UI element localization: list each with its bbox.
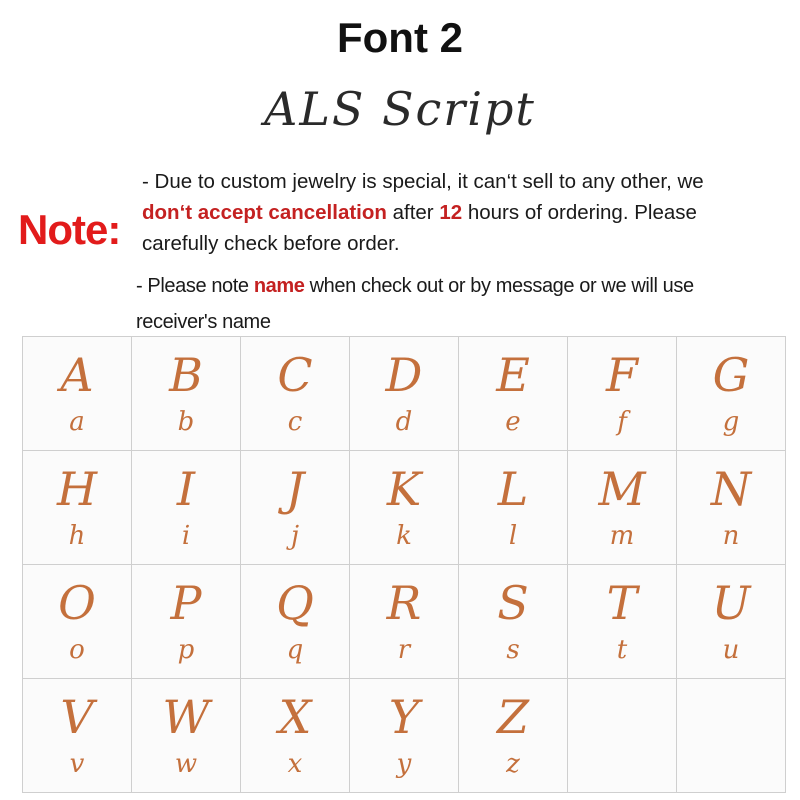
letter-cell [677,337,786,451]
lowercase-letter: m [609,521,635,551]
letter-cell [459,565,568,679]
lowercase-letter: l [508,521,518,551]
letter-cell [350,451,459,565]
lowercase-letter: a [69,407,85,437]
lowercase-letter: q [286,635,304,665]
name-note-line-1 [136,268,786,304]
lowercase-letter: r [397,635,411,665]
lowercase-letter: n [722,521,740,551]
font-name-sample: ALS Script [264,82,536,136]
uppercase-letter: C [277,348,313,402]
lowercase-letter: w [174,749,198,779]
letter-cell [132,565,241,679]
letter-cell [677,451,786,565]
letter-cell [459,337,568,451]
lowercase-letter: x [287,749,303,779]
lowercase-letter: k [396,521,412,551]
letter-cell [241,565,350,679]
letter-grid [22,336,786,793]
lowercase-letter: j [290,521,300,551]
note-line-1: - Due to custom jewelry is special, it can‘t sell to any other, we [142,170,704,193]
letter-cell [459,451,568,565]
uppercase-letter: F [606,348,638,402]
lowercase-letter: i [181,521,191,551]
uppercase-letter: H [56,462,98,516]
letter-cell [241,679,350,793]
name-note-line-2: receiver's name [136,311,271,333]
uppercase-letter: G [712,348,750,402]
lowercase-letter: u [722,635,740,665]
letter-cell [241,451,350,565]
letter-cell [677,679,786,793]
lowercase-letter: c [287,407,303,437]
name-highlight: name [253,275,305,297]
note-line-3: carefully check before order. [142,232,400,255]
lowercase-letter: e [505,407,521,437]
uppercase-letter: P [170,576,202,630]
note-label: Note: [18,206,121,253]
uppercase-letter: A [60,348,94,402]
letter-cell [350,565,459,679]
uppercase-letter: D [385,348,423,402]
uppercase-letter: J [285,462,305,516]
lowercase-letter: o [69,635,85,665]
uppercase-letter: U [711,576,751,630]
lowercase-letter: v [69,749,85,779]
letter-cell [132,337,241,451]
lowercase-letter: d [395,407,413,437]
uppercase-letter: W [162,690,210,744]
uppercase-letter: K [386,462,422,516]
letter-cell [568,565,677,679]
letter-cell [132,451,241,565]
note-line-2-text-a: after [386,201,440,224]
letter-cell [23,679,132,793]
letter-cell [568,451,677,565]
lowercase-letter: z [506,749,520,779]
lowercase-letter: y [396,749,412,779]
letter-cell [23,337,132,451]
note-line-2 [142,197,782,228]
lowercase-letter: p [177,635,195,665]
uppercase-letter: Y [388,690,420,744]
page-title: Font 2 [337,14,463,61]
uppercase-letter: N [710,462,752,516]
uppercase-letter: I [176,462,196,516]
lowercase-letter: t [616,635,628,665]
uppercase-letter: Z [497,690,529,744]
letter-cell [350,679,459,793]
uppercase-letter: L [497,462,529,516]
uppercase-letter: X [278,690,312,744]
cancellation-warning: don‘t accept cancellation [142,201,387,224]
uppercase-letter: E [496,348,530,402]
uppercase-letter: M [598,462,646,516]
name-note [136,268,786,340]
letter-cell [23,451,132,565]
letter-cell [677,565,786,679]
uppercase-letter: S [497,576,529,630]
name-note-text-a: - Please note [136,275,254,297]
letter-cell [459,679,568,793]
note-paragraph [142,166,782,259]
lowercase-letter: h [68,521,86,551]
uppercase-letter: Q [276,576,314,630]
note-line-2-text-b: hours of ordering. Please [462,201,697,224]
name-note-text-b: when check out or by message or we will use [304,275,694,297]
uppercase-letter: O [58,576,96,630]
uppercase-letter: V [60,690,94,744]
letter-cell [132,679,241,793]
letter-cell [350,337,459,451]
letter-cell [241,337,350,451]
lowercase-letter: b [177,407,195,437]
uppercase-letter: R [386,576,422,630]
letter-cell [568,337,677,451]
lowercase-letter: f [617,407,627,437]
letter-cell [568,679,677,793]
uppercase-letter: T [606,576,638,630]
letter-cell [23,565,132,679]
hours-count: 12 [439,201,463,224]
lowercase-letter: g [722,407,740,437]
uppercase-letter: B [169,348,203,402]
lowercase-letter: s [506,635,520,665]
